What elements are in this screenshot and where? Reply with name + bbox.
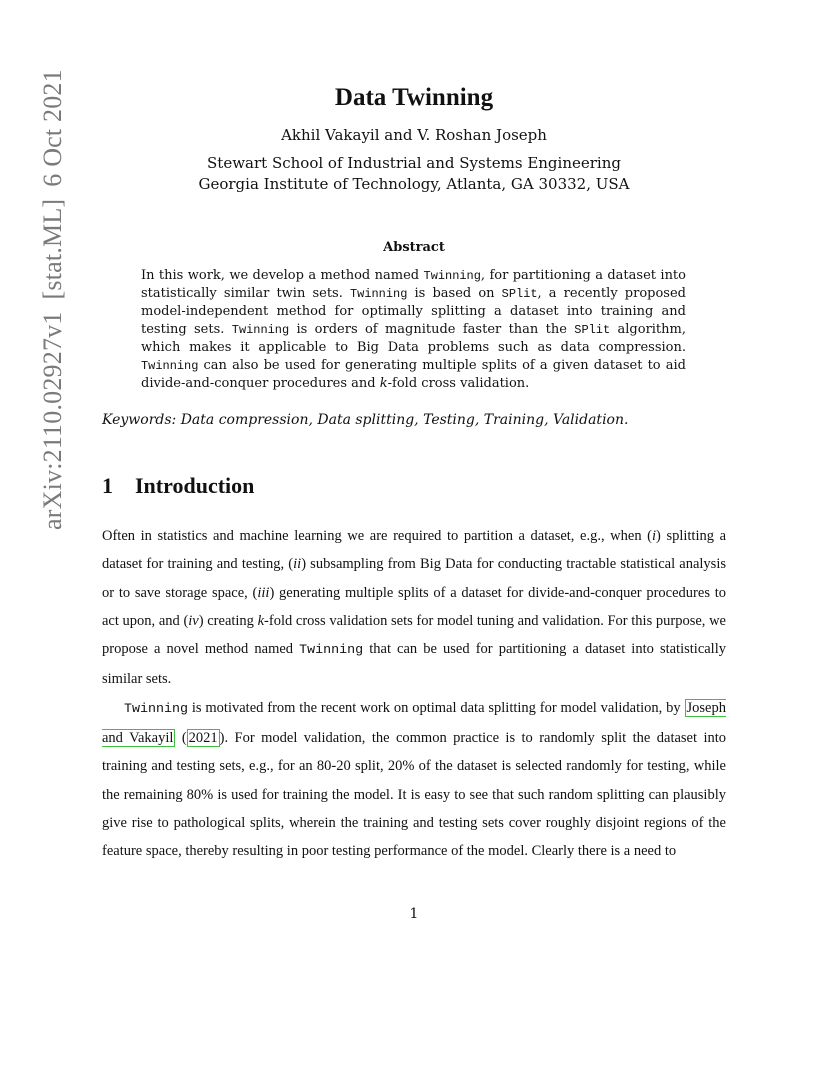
paragraph: Twinning is motivated from the recent work on optimal data splitting for model validation, by Joseph and Vakayil ( 2021 ). For model validation, the common practice is to randomly split the dataset into training and testing sets, e.g., for an 80-20 split, 20% of the dataset is selected randomly for testing, while the remaining 80% is used for training the model. It is easy to see that such random splitting can plausibly give rise to pathological splits, wherein the training and testing sets cover roughly disjoint regions of the feature space, thereby resulting in poor testing performance of the model. Clearly there is a need to [102,699,726,860]
abstract-body: In this work, we develop a method named Twinning, for partitioning a dataset into statistically similar twin sets. Twinning is based on SPlit, a recently proposed model-independent method for optimally splitting a dataset into training and testing sets. Twinning is orders of magnitude faster than the SPlit algorithm, which makes it applicable to Big Data problems such as data compression. Twinning can also be used for generating multiple splits of a given dataset to aid divide-and-conquer procedures and k-fold cross validation. [141,268,686,391]
body-text [102,522,726,866]
arxiv-date: 6 Oct 2021 [38,69,67,187]
paper-authors: Akhil Vakayil and V. Roshan Joseph [281,126,547,144]
affiliation-line-1: Stewart School of Industrial and Systems Engineering [207,154,621,172]
section-title: Introduction [135,473,255,498]
arxiv-category: [stat.ML] [38,198,67,300]
citation-year-link[interactable]: 2021 [188,730,218,747]
section-number: 1 [102,473,113,498]
paper-title: Data Twinning [334,84,494,111]
page-number: 1 [409,906,419,922]
paragraph: Often in statistics and machine learning we are required to partition a dataset, e.g., when (i) splitting a dataset for training and testing, (ii) subsampling from Big Data for conducting tractable statistical analysis or to save storage space, (iii) generating multiple splits of a dataset for divide-and-conquer procedures to act upon, and (iv) creating k-fold cross validation sets for model tuning and validation. For this purpose, we propose a novel method named Twinning that can be used for partitioning a dataset into statistically similar sets. [102,528,726,688]
arxiv-id[interactable]: arXiv:2110.02927v1 [38,311,67,530]
abstract-heading: Abstract [383,240,445,255]
affiliation-line-2: Georgia Institute of Technology, Atlanta, GA 30332, USA [198,175,630,193]
section-heading [102,473,254,499]
citation-link[interactable]: Joseph and Vakayil [102,699,726,747]
keywords: Keywords: Data compression, Data splitting, Testing, Training, Validation. [102,412,629,428]
